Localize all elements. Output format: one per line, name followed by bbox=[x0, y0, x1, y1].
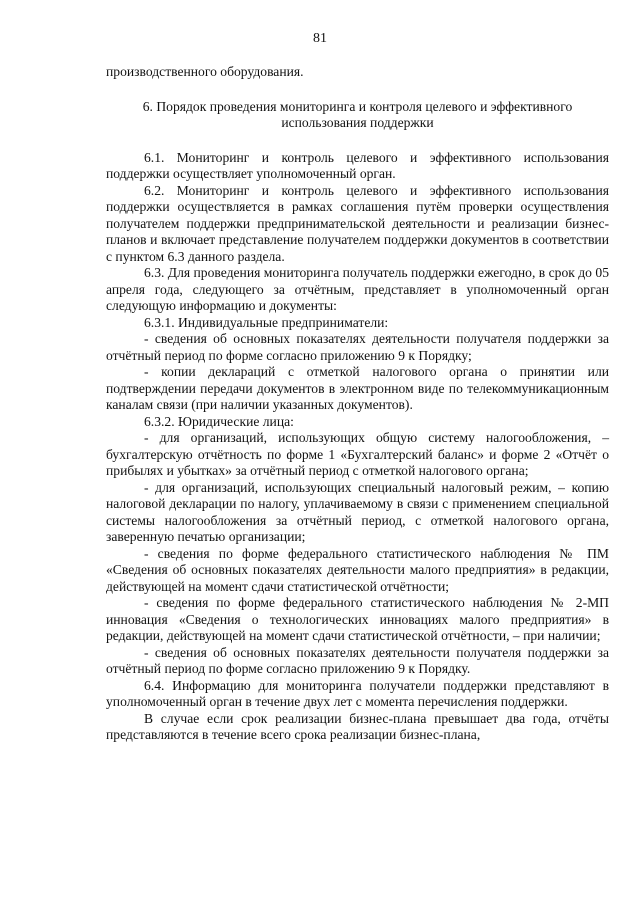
paragraph-6-4: 6.4. Информацию для мониторинга получатели поддержки представляют в уполномоченный орган в течение двух лет с момента перечисления поддержки. bbox=[106, 677, 609, 709]
paragraph-6-3: 6.3. Для проведения мониторинга получатель поддержки ежегодно, в срок до 05 апреля года, следующего за отчётным, представляет в уполномоченный орган следующую информацию и документы: bbox=[106, 265, 609, 313]
paragraph-6-1: 6.1. Мониторинг и контроль целевого и эффективного использования поддержки осуществляет уполномоченный орган. bbox=[106, 149, 609, 181]
section-title: 6. Порядок проведения мониторинга и контроля целевого и эффективного использования поддержки bbox=[142, 98, 573, 130]
list-item-general-tax: - для организаций, использующих общую систему налогообложения, – бухгалтерскую отчётность по форме 1 «Бухгалтерский баланс» и форме 2 «Отчёт о прибылях и убытках» за отчётный период с отметкой налогового органа; bbox=[106, 430, 609, 478]
list-item-special-tax: - для организаций, использующих специальный налоговый режим, – копию налоговой декларации по налогу, уплачиваемому в связи с применением специальной системы налогообложения за отчётный период, с отметкой налогового органа, заверенную печатью организации; bbox=[106, 479, 609, 544]
page-number: 81 bbox=[313, 31, 327, 46]
list-item-entity-indicators: - сведения об основных показателях деятельности получателя поддержки за отчётный период по форме согласно приложению 9 к Порядку. bbox=[106, 644, 609, 676]
continuation-line: производственного оборудования. bbox=[106, 64, 304, 79]
list-item-ip-indicators: - сведения об основных показателях деятельности получателя поддержки за отчётный период по форме согласно приложению 9 к Порядку; bbox=[106, 331, 609, 363]
paragraph-business-plan: В случае если срок реализации бизнес-плана превышает два года, отчёты представляются в течение всего срока реализации бизнес-плана, bbox=[106, 710, 609, 742]
list-item-form-2mp: - сведения по форме федерального статистического наблюдения № 2-МП инновация «Сведения о технологических инновациях малого предприятия» в редакции, действующей на момент сдачи статистической отчётности, – при наличии; bbox=[106, 595, 609, 643]
page-body bbox=[106, 64, 609, 744]
paragraph-6-3-1: 6.3.1. Индивидуальные предприниматели: bbox=[144, 314, 389, 330]
list-item-form-pm: - сведения по форме федерального статистического наблюдения № ПМ «Сведения об основных показателях деятельности малого предприятия» в редакции, действующей на момент сдачи статистической отчётности; bbox=[106, 545, 609, 594]
paragraph-6-2: 6.2. Мониторинг и контроль целевого и эффективного использования поддержки осуществляется в рамках соглашения путём проверки осуществления получателем поддержки предпринимательской деятельности и реализации бизнес-планов и включает представление получателем поддержки документов в соответствии с пунктом 6.3 данного раздела. bbox=[106, 182, 609, 264]
list-item-ip-declarations: - копии деклараций с отметкой налогового органа о принятии или подтверждении передачи документов в электронном виде по телекоммуникационным каналам связи (при наличии указанных документов). bbox=[106, 364, 609, 412]
paragraph-6-3-2: 6.3.2. Юридические лица: bbox=[144, 413, 294, 429]
